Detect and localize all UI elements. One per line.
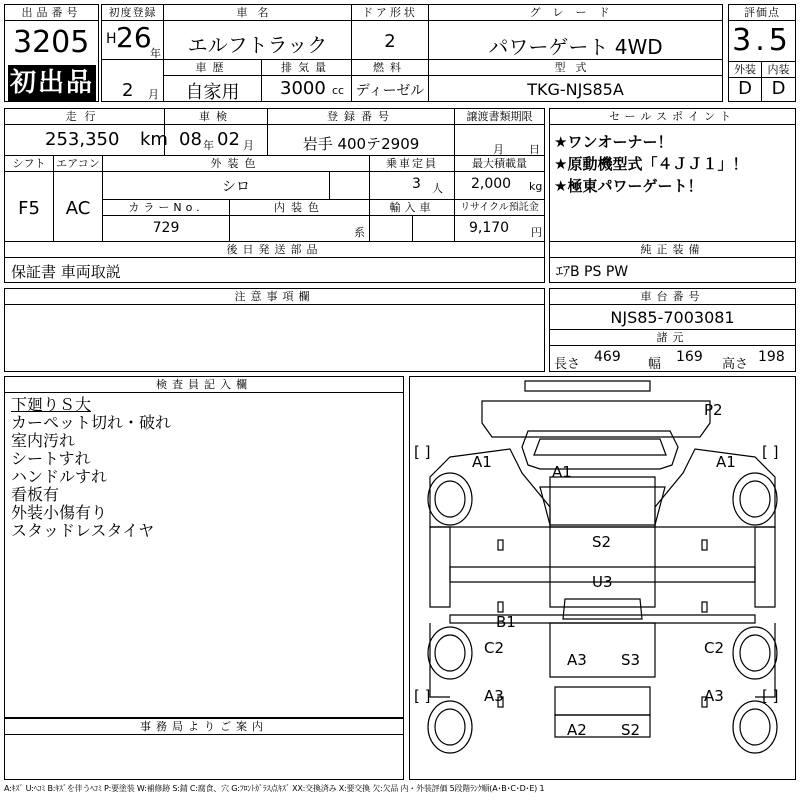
- displacement-unit: cc: [332, 84, 345, 97]
- interior-grade-box: [761, 61, 796, 102]
- capacity-unit: 人: [432, 182, 443, 195]
- max-load-label: 最大積載量: [455, 156, 544, 172]
- car-name-box: [163, 4, 352, 60]
- inspection-year-unit: 年: [203, 139, 214, 152]
- interior-color-box: [229, 199, 370, 242]
- ac: AC: [65, 198, 91, 219]
- damage-mark: A2: [567, 721, 587, 739]
- chassis-box: [549, 288, 796, 372]
- recycle: 9,170: [469, 220, 510, 236]
- lot-number-box: [4, 4, 99, 102]
- first-registration-year: 26: [116, 21, 152, 54]
- office-notice-label: 事務局よりご案内: [5, 719, 403, 735]
- inspection-box: [164, 108, 268, 156]
- shift-label: シフト: [5, 156, 53, 172]
- bracket-mark: [ ]: [762, 687, 779, 705]
- later-parts-box: [4, 241, 545, 283]
- fuel-label: 燃料: [352, 60, 428, 76]
- mileage: 253,350: [45, 129, 120, 150]
- transfer-label: 譲渡書類期限: [455, 109, 544, 125]
- sales-point-3: ★極東パワーゲート！: [554, 177, 703, 195]
- equipment-box: [549, 241, 796, 283]
- lot-number-label: 出品番号: [5, 5, 98, 21]
- shift: F5: [18, 198, 40, 219]
- interior-color-unit: 系: [354, 226, 365, 239]
- capacity-label: 乗車定員: [370, 156, 454, 172]
- grade-label: グレード: [429, 5, 722, 21]
- max-load-unit: kg: [529, 180, 543, 193]
- grade-box: [428, 4, 723, 60]
- model-label: 型式: [429, 60, 722, 76]
- recycle-box: [454, 199, 545, 242]
- inspector-notes-box: [4, 376, 404, 718]
- color-no-box: [102, 199, 230, 242]
- inspector-note: 室内汚れ: [11, 431, 76, 450]
- first-registration-label: 初度登録: [102, 5, 163, 21]
- length: 469: [594, 349, 621, 365]
- score-box: [728, 4, 796, 62]
- caution-box: [4, 288, 545, 372]
- damage-mark: S2: [621, 721, 641, 739]
- interior-color-label: 内装色: [230, 200, 369, 216]
- exterior-grade-label: 外装: [729, 62, 761, 78]
- damage-mark: A1: [472, 453, 492, 471]
- history: 自家用: [185, 82, 240, 103]
- equipment: ｴｱB PS PW: [556, 264, 629, 280]
- interior-grade-label: 内装: [762, 62, 795, 78]
- width-label: 幅: [648, 357, 662, 372]
- car-name: エルフトラック: [187, 33, 328, 57]
- caution-label: 注意事項欄: [5, 289, 544, 305]
- score: 3.5: [732, 23, 792, 58]
- ac-label: エアコン: [54, 156, 102, 172]
- model-box: [428, 59, 723, 102]
- first-registration-box: [101, 4, 164, 60]
- history-label: 車歴: [164, 60, 261, 76]
- lot-number: 3205: [13, 25, 90, 60]
- inspector-note: カーペット切れ・破れ: [11, 413, 172, 432]
- interior-grade: D: [771, 78, 786, 99]
- import-box: [369, 199, 455, 242]
- sales-point-1: ★ワンオーナー！: [554, 133, 673, 151]
- later-parts: 保証書 車両取説: [11, 263, 121, 281]
- grade: パワーゲート 4WD: [488, 35, 663, 59]
- height-label: 高さ: [722, 357, 749, 372]
- door-label: ドア形状: [352, 5, 428, 21]
- fuel-box: [351, 59, 429, 102]
- door-count: 2: [384, 31, 396, 52]
- car-name-label: 車名: [164, 5, 351, 21]
- import-label: 輸入車: [370, 200, 454, 216]
- color-label: 外装色: [103, 156, 369, 172]
- recycle-label: リサイクル預託金: [455, 200, 544, 216]
- displacement: 3000: [280, 78, 326, 99]
- inspector-note: シートすれ: [11, 449, 91, 468]
- color-box: [102, 155, 370, 200]
- sales-point-2: ★原動機型式「４ＪＪ１」！: [554, 155, 748, 173]
- capacity: 3: [412, 176, 421, 192]
- score-label: 評価点: [729, 5, 795, 21]
- bracket-mark: [ ]: [414, 443, 431, 461]
- max-load: 2,000: [471, 176, 512, 192]
- damage-mark: A3: [567, 651, 587, 669]
- year-unit: 年: [150, 47, 161, 60]
- damage-mark: A3: [704, 687, 724, 705]
- plate-label: 登録番号: [268, 109, 454, 125]
- inspection-year: 08: [179, 129, 202, 150]
- exterior-grade-box: [728, 61, 762, 102]
- color: シロ: [222, 179, 250, 195]
- office-notice-box: [4, 718, 404, 780]
- damage-mark: A1: [552, 463, 572, 481]
- transfer-box: [454, 108, 545, 156]
- damage-mark: A1: [716, 453, 736, 471]
- ac-box: [53, 155, 103, 242]
- damage-diagram-box: [409, 376, 796, 780]
- mileage-unit: km: [140, 129, 168, 150]
- later-parts-label: 後日発送部品: [5, 242, 544, 258]
- displacement-box: [261, 59, 352, 102]
- color-no: 729: [152, 220, 180, 236]
- inspector-note: スタッドレスタイヤ: [11, 521, 155, 540]
- era-label: H: [106, 31, 117, 47]
- month-unit: 月: [148, 88, 159, 101]
- inspector-note: ハンドルすれ: [11, 467, 108, 486]
- width: 169: [676, 349, 703, 365]
- capacity-box: [369, 155, 455, 200]
- damage-mark: S2: [592, 533, 612, 551]
- inspection-label: 車検: [165, 109, 267, 125]
- inspector-notes-label: 検査員記入欄: [5, 377, 403, 393]
- inspection-month: 02: [217, 129, 240, 150]
- displacement-label: 排気量: [262, 60, 351, 76]
- first-registration-month: 2: [122, 80, 134, 101]
- door-box: [351, 4, 429, 60]
- chassis-label: 車台番号: [550, 289, 795, 305]
- damage-mark: C2: [484, 639, 505, 657]
- height: 198: [758, 349, 785, 365]
- bracket-mark: [ ]: [762, 443, 779, 461]
- inspector-note: 外装小傷有り: [11, 503, 108, 522]
- recycle-unit: 円: [531, 226, 542, 239]
- first-listing-badge: 初出品: [8, 65, 96, 101]
- sales-points-label: セールスポイント: [550, 109, 795, 125]
- exterior-grade: D: [738, 78, 752, 99]
- damage-mark: U3: [592, 573, 613, 591]
- transfer-month-unit: 月: [493, 143, 504, 156]
- plate-box: [267, 108, 455, 156]
- transfer-day-unit: 日: [529, 143, 540, 156]
- first-registration-month-box: [101, 59, 164, 102]
- color-no-label: カラーNo.: [103, 200, 229, 216]
- fuel: ディーゼル: [355, 83, 425, 99]
- length-label: 長さ: [554, 357, 581, 372]
- history-box: [163, 59, 262, 102]
- damage-mark: S3: [621, 651, 641, 669]
- damage-mark: A3: [484, 687, 504, 705]
- inspector-note: 下廻りＳ大: [11, 395, 92, 414]
- damage-mark: B1: [496, 613, 516, 631]
- model: TKG-NJS85A: [527, 80, 624, 99]
- inspector-note: 看板有: [11, 485, 60, 504]
- damage-mark: C2: [704, 639, 725, 657]
- inspection-month-unit: 月: [243, 139, 254, 152]
- damage-mark: P2: [704, 401, 723, 419]
- equipment-label: 純正装備: [550, 242, 795, 258]
- sales-points-box: [549, 108, 796, 242]
- shift-box: [4, 155, 54, 242]
- max-load-box: [454, 155, 545, 200]
- mileage-box: [4, 108, 168, 156]
- plate: 岩手 400テ2909: [302, 135, 420, 153]
- dimensions-label: 諸元: [550, 329, 795, 346]
- bracket-mark: [ ]: [414, 687, 431, 705]
- chassis-number: NJS85-7003081: [610, 308, 735, 327]
- mileage-label: 走行: [5, 109, 164, 125]
- damage-legend: A:ｷｽﾞ U:ﾍｺﾐ B:ｷｽﾞを伴うﾍｺﾐ P:要塗装 W:補修跡 S:錆 C:腐食、穴 G:ﾌﾛﾝﾄｶﾞﾗｽ点ｷｽﾞ XX:交換済み X:要交換 欠:欠品 内・外装評価 5段階ﾗﾝｸ順(A･B･C･D･E) 1: [4, 784, 545, 793]
